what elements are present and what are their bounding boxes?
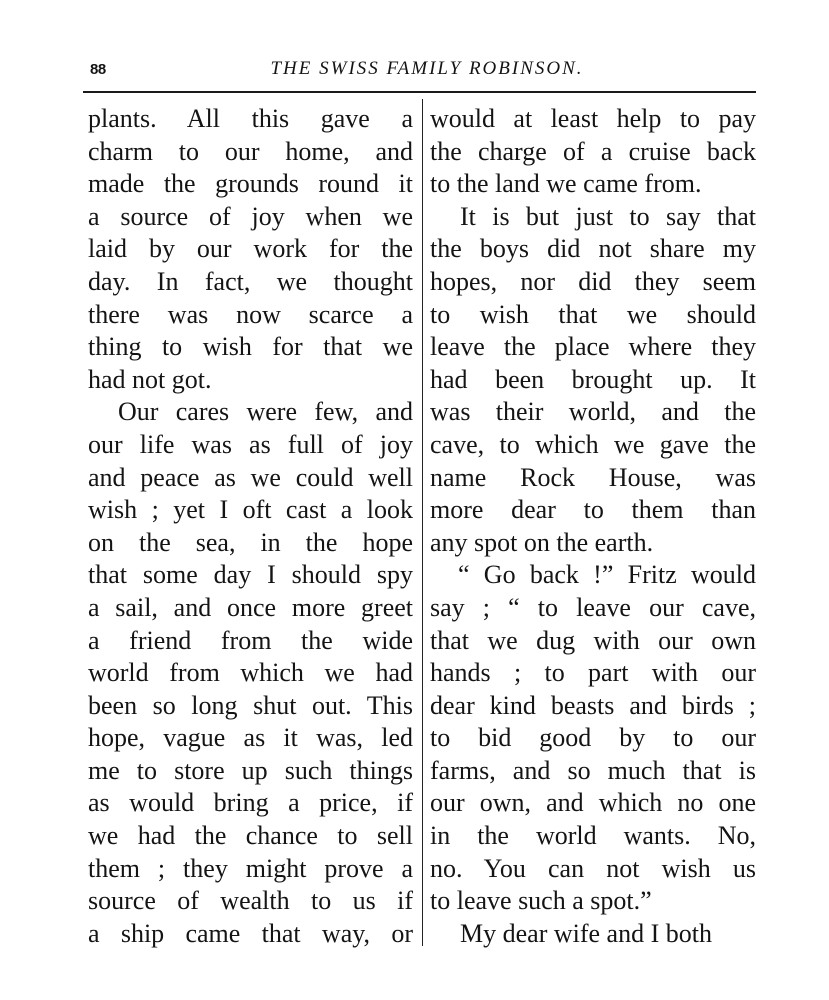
text-line: laid by our work for the <box>88 234 413 264</box>
text-line: hope, vague as it was, led <box>88 723 413 753</box>
text-line: me to store up such things <box>88 755 413 785</box>
text-line: plants. All this gave a <box>88 104 413 133</box>
paragraph-start-line: “ Go back !” Fritz would <box>458 560 756 590</box>
text-line: a friend from the wide <box>88 625 413 655</box>
text-line: name Rock House, was <box>430 462 756 492</box>
page-number: 88 <box>90 61 106 78</box>
paragraph-end-line: had not got. <box>88 364 212 394</box>
text-line: say ; “ to leave our cave, <box>430 592 756 622</box>
text-line: in the world wants. No, <box>430 821 756 851</box>
text-line: farms, and so much that is <box>430 755 756 785</box>
running-head <box>90 58 754 88</box>
text-line: had been brought up. It <box>430 364 756 394</box>
text-line: a source of joy when we <box>88 201 413 231</box>
text-line: made the grounds round it <box>88 169 413 199</box>
paragraph-start-line: Our cares were few, and <box>118 397 413 427</box>
text-line: dear kind beasts and birds ; <box>430 690 756 720</box>
text-line: the charge of a cruise back <box>430 136 756 166</box>
text-line: been so long shut out. This <box>88 690 413 720</box>
text-line: a ship came that way, or <box>88 918 413 948</box>
text-line: them ; they might prove a <box>88 853 413 883</box>
paragraph-start-line: It is but just to say that <box>460 201 756 231</box>
text-line: leave the place where they <box>430 332 756 362</box>
paragraph-end-line: any spot on the earth. <box>430 527 654 557</box>
text-line: hopes, nor did they seem <box>430 266 756 296</box>
text-line: as would bring a price, if <box>88 788 413 818</box>
text-line: our own, and which no one <box>430 788 756 818</box>
paragraph-end-line: to leave such a spot.” <box>430 886 652 916</box>
text-line: world from which we had <box>88 658 413 688</box>
text-line: thing to wish for that we <box>88 332 413 362</box>
text-line: no. You can not wish us <box>430 853 756 883</box>
text-line: we had the chance to sell <box>88 821 413 851</box>
text-line: would at least help to pay <box>430 104 756 133</box>
text-line: day. In fact, we thought <box>88 266 413 296</box>
text-line: that some day I should spy <box>88 560 413 590</box>
text-line: to bid good by to our <box>430 723 756 753</box>
text-line: there was now scarce a <box>88 299 413 329</box>
text-line: more dear to them than <box>430 495 756 525</box>
text-line: hands ; to part with our <box>430 658 756 688</box>
column-divider <box>422 99 423 946</box>
text-line: charm to our home, and <box>88 136 413 166</box>
paragraph-start-line: My dear wife and I both <box>460 918 712 948</box>
running-title: THE SWISS FAMILY ROBINSON. <box>270 58 584 79</box>
text-line: on the sea, in the hope <box>88 527 413 557</box>
right-column <box>430 103 756 950</box>
text-line: cave, to which we gave the <box>430 429 756 459</box>
paragraph-end-line: to the land we came from. <box>430 169 702 199</box>
text-line: that we dug with our own <box>430 625 756 655</box>
text-line: and peace as we could well <box>88 462 413 492</box>
header-rule <box>83 91 756 93</box>
text-line: the boys did not share my <box>430 234 756 264</box>
text-line: source of wealth to us if <box>88 886 413 916</box>
text-line: our life was as full of joy <box>88 429 413 459</box>
left-column <box>88 103 413 950</box>
text-line: to wish that we should <box>430 299 756 329</box>
text-line: wish ; yet I oft cast a look <box>88 495 413 525</box>
text-line: was their world, and the <box>430 397 756 427</box>
text-line: a sail, and once more greet <box>88 592 413 622</box>
